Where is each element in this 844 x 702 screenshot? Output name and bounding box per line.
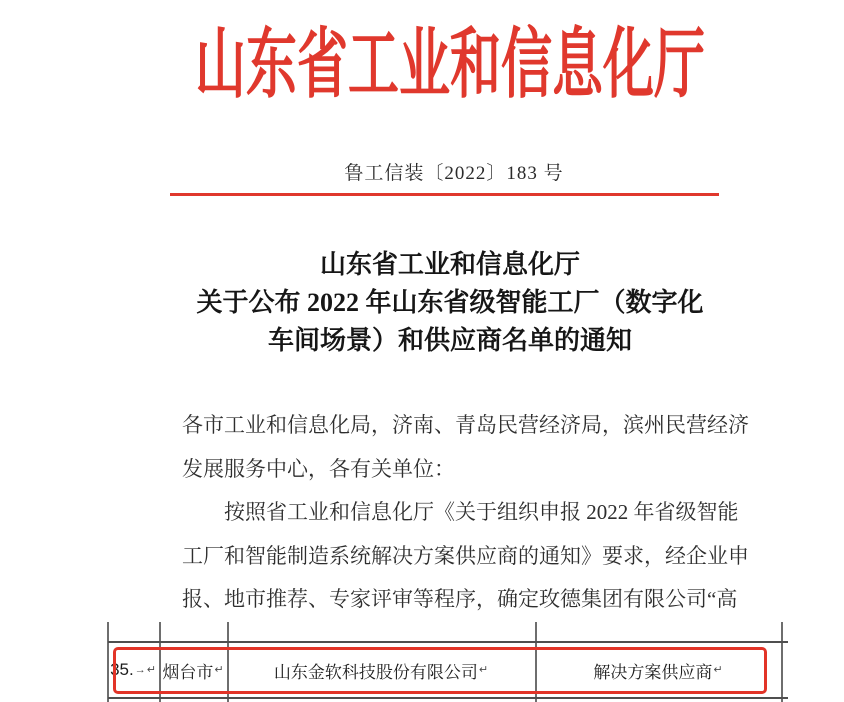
cell-end-mark-icon: ↵ — [713, 663, 723, 676]
body-line-5: 报、地市推荐、专家评审等程序，确定玫德集团有限公司“高 — [182, 587, 738, 611]
doc-reference-number: 鲁工信装〔2022〕183 号 — [344, 163, 564, 184]
table-cell-company — [227, 644, 535, 696]
title-line-2: 关于公布 2022 年山东省级智能工厂（数字化 — [196, 288, 704, 317]
table-hline-top — [108, 641, 788, 643]
title-line-1: 山东省工业和信息化厅 — [319, 250, 581, 279]
cell-end-mark-icon: ↵ — [478, 663, 489, 676]
document-title — [196, 246, 703, 360]
body-line-4: 工厂和智能制造系统解决方案供应商的通知》要求，经企业申 — [182, 543, 749, 568]
table-cell-category — [535, 644, 781, 696]
agency-letterhead: 山东省工业和信息化厅 — [194, 24, 706, 109]
body-line-2: 发展服务中心，各有关单位： — [182, 456, 455, 481]
body-line-3: 按照省工业和信息化厅《关于组织申报 2022 年省级智能 — [224, 500, 739, 524]
supplier-category: 解决方案供应商 — [593, 662, 713, 682]
table-cell-index — [107, 644, 159, 696]
tab-mark-icon: → — [134, 663, 146, 676]
cell-end-mark-icon: ↵ — [214, 663, 224, 676]
table-cell-city — [159, 644, 227, 696]
title-line-3: 车间场景）和供应商名单的通知 — [267, 326, 633, 355]
row-index: 35. — [110, 660, 134, 679]
cell-end-mark-icon: ↵ — [146, 663, 156, 676]
red-divider-line — [170, 193, 719, 196]
company-name: 山东金软科技股份有限公司 — [273, 662, 478, 682]
body-line-1: 各市工业和信息化局，济南、青岛民营经济局，滨州民营经济 — [182, 413, 749, 437]
table-vline-5 — [781, 622, 783, 702]
table-hline-bottom — [108, 697, 788, 699]
body-text — [182, 404, 749, 622]
city-name: 烟台市 — [162, 662, 214, 682]
